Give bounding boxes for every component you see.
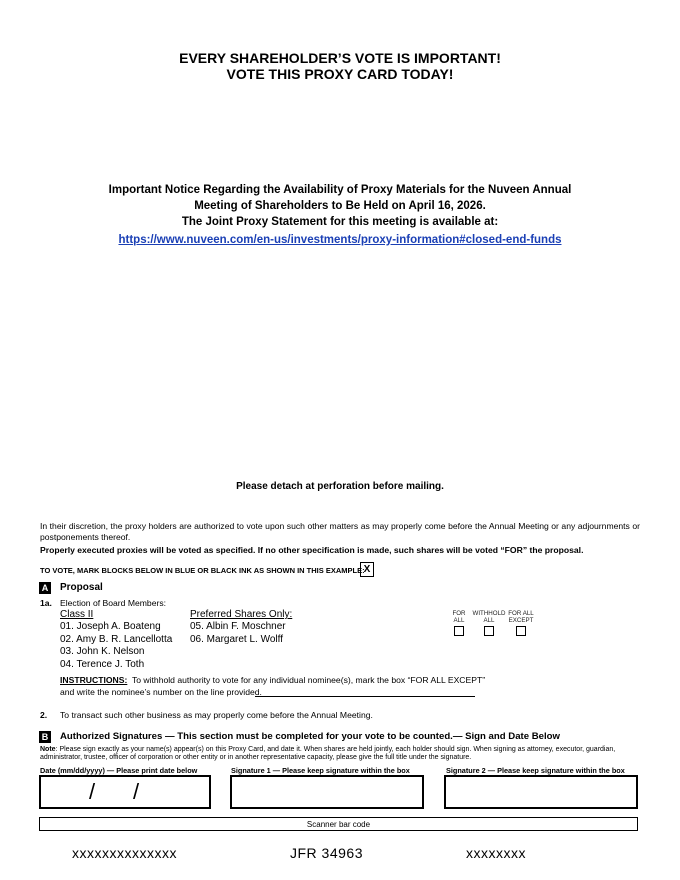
preferred-nominee-list [190,621,286,646]
vote-for-all-except-checkbox[interactable] [516,626,526,636]
to-vote-instruction: TO VOTE, MARK BLOCKS BELOW IN BLUE OR BLACK INK AS SHOWN IN THIS EXAMPLE: [40,566,365,575]
proxy-materials-link[interactable]: https://www.nuveen.com/en-us/investments/proxy-information#closed-end-funds [118,234,562,246]
nominee-01: 01. Joseph A. Boateng [60,621,161,632]
signature-2-box[interactable] [444,775,638,809]
vote-withhold-all-label-2: ALL [483,617,495,624]
instructions-label: INSTRUCTIONS: [60,675,128,685]
vote-for-all-column [448,610,470,636]
footer-center-code: JFR 34963 [290,845,363,861]
signature-1-box[interactable] [230,775,424,809]
date-slash-2: / [133,779,140,804]
note-text: : Please sign exactly as your name(s) appear(s) on this Proxy Card, and date it. When shares are held jointly, each holder should sign. When signing as attorney, executor, guardian, administrator, trustee, officer of corporation or other entity or in another representative capacity, please give the full title under the signature. [40,746,616,762]
nominee-03: 03. John K. Nelson [60,646,145,657]
vote-withhold-all-column [472,610,506,636]
nominee-05: 05. Albin F. Moschner [190,621,286,632]
date-label: Date (mm/dd/yyyy) — Please print date below [40,766,198,775]
footer-left-code: xxxxxxxxxxxxxx [72,845,177,861]
discretion-text: In their discretion, the proxy holders are authorized to vote upon such other matters as may properly come before the Annual Meeting or any adjournments or postponements thereof. [40,521,640,542]
properly-executed-text: Properly executed proxies will be voted as specified. If no other specification is made, such shares will be voted “FOR” the proposal. [40,545,584,555]
class-ii-heading: Class II [60,609,94,620]
nominee-02: 02. Amy B. R. Lancellotta [60,633,173,645]
vote-for-all-except-label-1: FOR ALL [508,610,534,617]
class-ii-nominee-list [60,621,172,671]
vote-for-all-checkbox[interactable] [454,626,464,636]
notice-line-1: Important Notice Regarding the Availability of Proxy Materials for the Nuveen Annual [108,184,572,196]
instructions-text: To withhold authority to vote for any individual nominee(s), mark the box “FOR ALL EXCEPT” [131,675,486,685]
scanner-bar-code-box: Scanner bar code [39,817,638,831]
item-2-number: 2. [40,710,48,720]
footer-right-code: xxxxxxxx [466,845,526,861]
section-a-title: Proposal [60,582,103,593]
section-b-title: Authorized Signatures — This section must be completed for your vote to be counted.— Sign and Date Below [60,731,560,742]
note-label: Note [40,746,56,753]
nominee-04: 04. Terence J. Toth [60,658,145,670]
instructions-line-2: and write the nominee’s number on the line provided. [60,687,262,697]
detach-instruction: Please detach at perforation before mailing. [236,481,444,492]
preferred-shares-heading: Preferred Shares Only: [190,609,293,620]
date-slash-1: / [89,779,96,804]
vote-for-all-label-1: FOR [452,610,466,617]
notice-line-2: Meeting of Shareholders to Be Held on April 16, 2026. [194,200,486,212]
vote-withhold-all-checkbox[interactable] [484,626,494,636]
section-a-badge: A [39,582,51,594]
signature-1-label: Signature 1 — Please keep signature within the box [231,766,410,775]
vote-for-all-label-2: ALL [453,617,465,624]
nominee-06: 06. Margaret L. Wolff [190,633,284,645]
signature-note [40,746,646,763]
item-1a-label: Election of Board Members: [60,598,167,608]
headline-line-1: EVERY SHAREHOLDER’S VOTE IS IMPORTANT! [179,50,501,66]
signature-2-label: Signature 2 — Please keep signature within the box [446,766,625,775]
date-input-box[interactable] [39,775,211,809]
notice-line-3: The Joint Proxy Statement for this meeting is available at: [181,216,499,228]
vote-for-all-except-column [506,610,536,636]
section-b-badge: B [39,731,51,743]
example-mark-box: X [360,562,374,577]
nominee-number-line[interactable] [255,696,475,697]
vote-for-all-except-label-2: EXCEPT [508,617,534,624]
vote-withhold-all-label-1: WITHHOLD [472,610,506,617]
item-2-text: To transact such other business as may properly come before the Annual Meeting. [60,710,373,720]
instructions-line-1 [60,675,500,686]
headline-line-2: VOTE THIS PROXY CARD TODAY! [226,66,454,82]
item-1a-number: 1a. [40,598,52,608]
